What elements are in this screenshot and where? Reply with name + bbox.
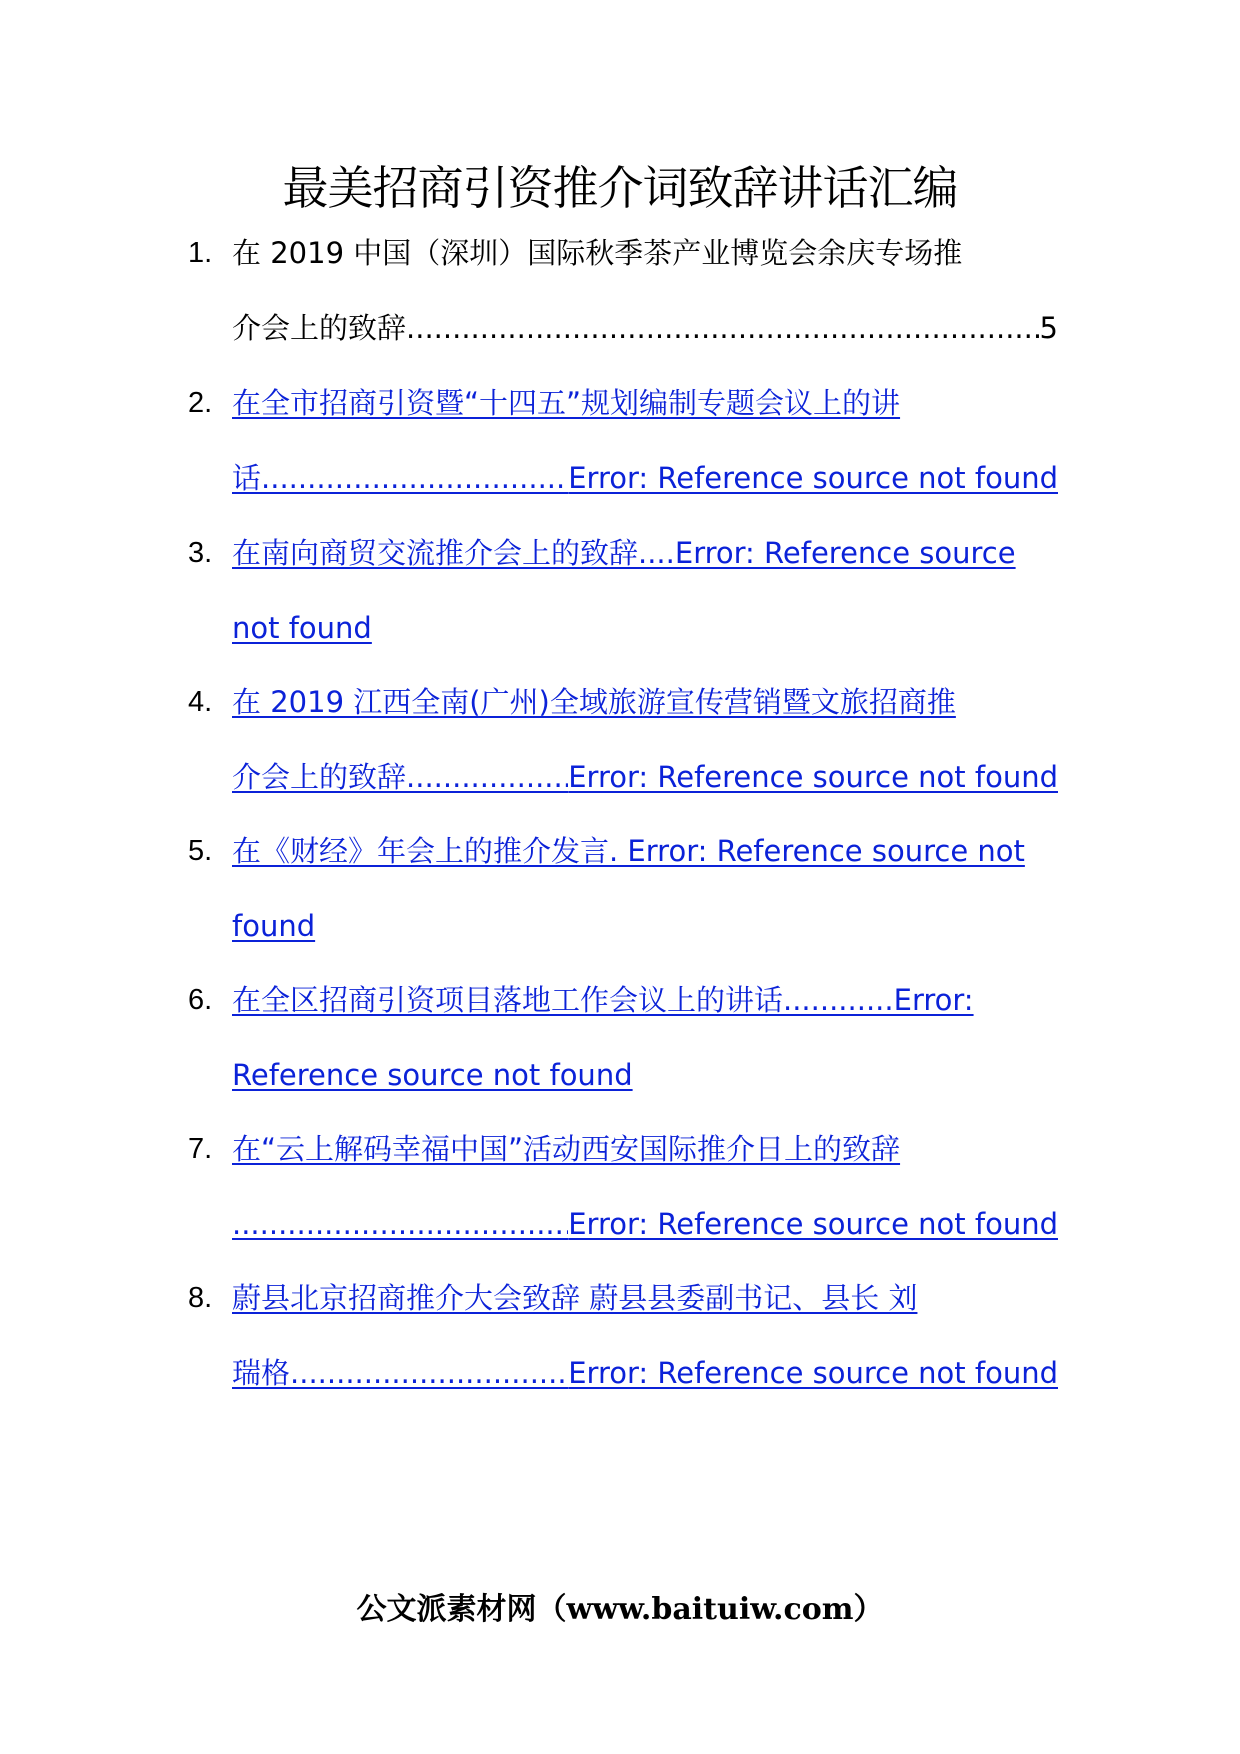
toc-leader-dots: [232, 1205, 568, 1243]
toc-ref-error: Error: Reference source not found: [568, 760, 1058, 794]
toc-item-title-end: 介会上的致辞: [232, 311, 407, 345]
toc-item-number: 6.: [188, 984, 213, 1016]
toc-link[interactable]: 在“云上解码幸福中国”活动西安国际推介日上的致辞: [232, 1132, 901, 1166]
toc-page-number: 5: [1039, 311, 1058, 345]
toc-item-number: 8.: [188, 1282, 213, 1314]
toc-link[interactable]: 在全区招商引资项目落地工作会议上的讲话............Error:: [232, 983, 974, 1017]
toc-link-cont[interactable]: found: [232, 909, 316, 943]
toc-leader-dots: [406, 758, 568, 796]
toc-item-title-cont: [232, 309, 1058, 347]
toc-link-cont[interactable]: [232, 459, 1058, 497]
toc-item-title-end: 话: [232, 461, 262, 495]
toc-ref-error: Error: Reference source not found: [568, 461, 1058, 495]
toc-link-cont[interactable]: [232, 1205, 1058, 1243]
toc-item-title-end: 介会上的致辞: [232, 760, 407, 794]
toc-item-title-end: 瑞格: [232, 1356, 291, 1390]
toc-link[interactable]: 在南向商贸交流推介会上的致辞....Error: Reference source: [232, 536, 1016, 570]
toc-link[interactable]: 蔚县北京招商推介大会致辞 蔚县县委副书记、县长 刘: [232, 1281, 918, 1315]
page-footer: 公文派素材网（www.baituiw.com）: [356, 1592, 884, 1627]
toc-item-number: 1.: [188, 237, 213, 269]
toc-item-title: 在 2019 中国（深圳）国际秋季茶产业博览会余庆专场推: [232, 236, 963, 270]
toc-link[interactable]: 在全市招商引资暨“十四五”规划编制专题会议上的讲: [232, 386, 901, 420]
document-title: 最美招商引资推介词致辞讲话汇编: [282, 161, 958, 215]
toc-link-cont[interactable]: [232, 758, 1058, 796]
toc-link[interactable]: 在《财经》年会上的推介发言. Error: Reference source not: [232, 834, 1025, 868]
toc-item-number: 2.: [188, 387, 213, 419]
toc-leader-dots: [290, 1354, 568, 1392]
toc-link-cont[interactable]: [232, 1354, 1058, 1392]
toc-ref-error: Error: Reference source not found: [568, 1207, 1058, 1241]
toc-item-number: 7.: [188, 1133, 213, 1165]
toc-leader-dots: [406, 309, 1040, 347]
toc-link[interactable]: 在 2019 江西全南(广州)全域旅游宣传营销暨文旅招商推: [232, 685, 956, 719]
toc-link-cont[interactable]: not found: [232, 611, 372, 645]
toc-item-number: 3.: [188, 537, 213, 569]
toc-leader-dots: [261, 459, 568, 497]
toc-link-cont[interactable]: Reference source not found: [232, 1058, 633, 1092]
toc-item-number: 5.: [188, 835, 213, 867]
toc-ref-error: Error: Reference source not found: [568, 1356, 1058, 1390]
toc-item-number: 4.: [188, 686, 213, 718]
